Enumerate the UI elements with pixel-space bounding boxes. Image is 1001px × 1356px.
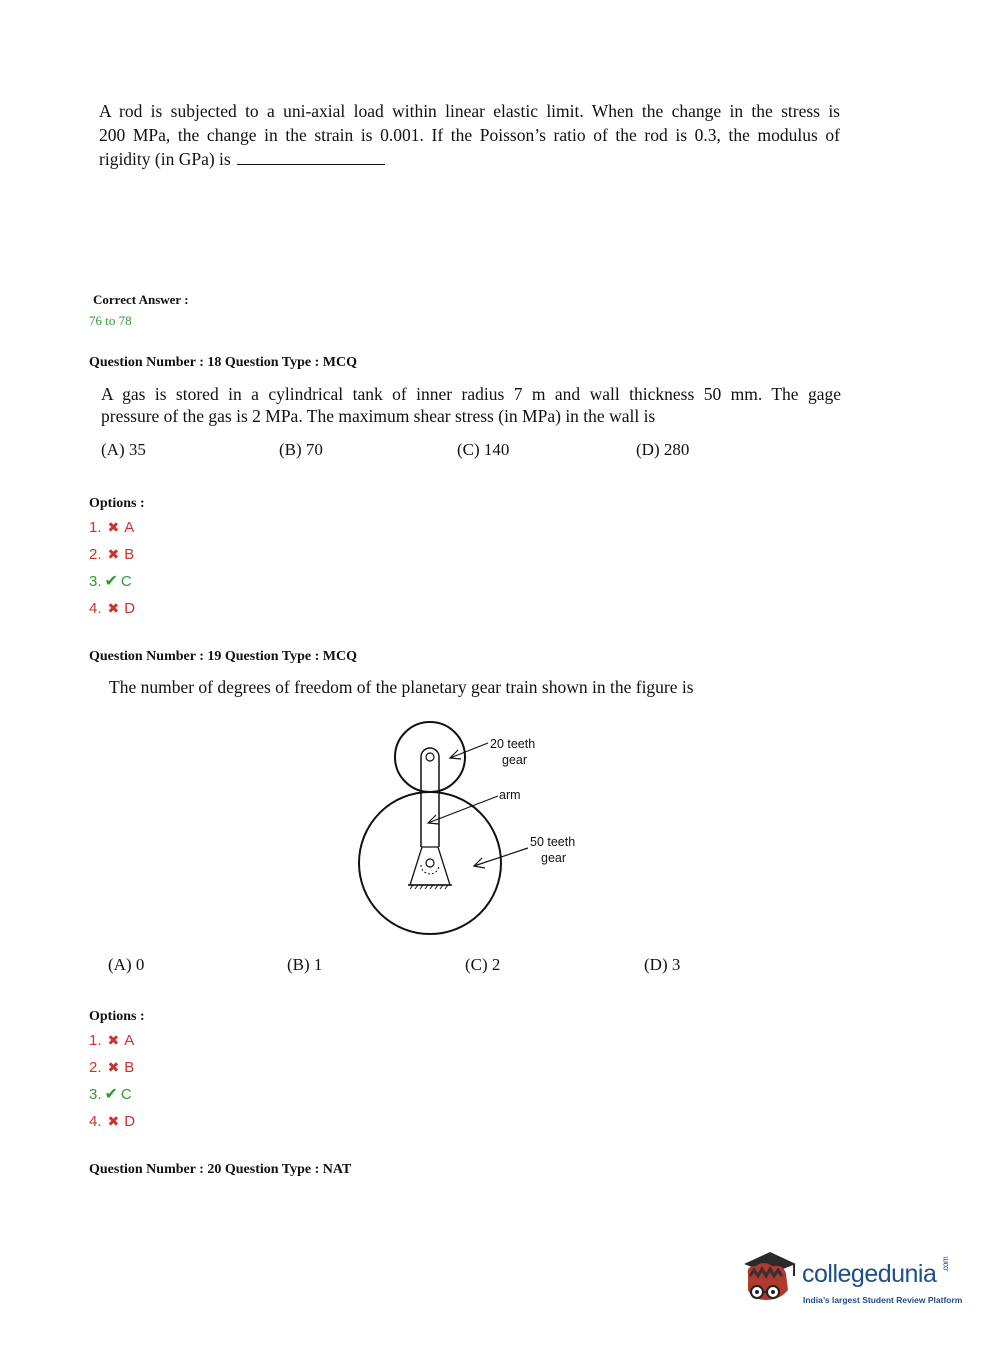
q18-choice-c: (C) 140	[457, 440, 510, 459]
option-number: 4.	[89, 1113, 102, 1130]
option-letter: A	[124, 1032, 135, 1049]
q19-choice-c: (C) 2	[465, 955, 501, 974]
cross-icon: ✖	[107, 546, 120, 562]
option-letter: C	[120, 573, 132, 590]
option-letter: A	[124, 519, 135, 536]
q18-option-1	[89, 514, 135, 541]
logo-wordmark	[802, 1256, 954, 1289]
checkmark-icon: ✔	[104, 573, 118, 590]
q18-option-4	[89, 595, 135, 622]
option-letter: B	[124, 546, 135, 563]
q19-option-2	[89, 1054, 135, 1081]
correct-answer-label: Correct Answer :	[93, 292, 189, 307]
option-number: 2.	[89, 546, 102, 563]
q18-question-text	[101, 383, 841, 427]
q17-line-1: A rod is subjected to a uni-axial load within linear elastic limit. When the change in the stress is	[99, 101, 840, 121]
mascot-icon	[740, 1250, 800, 1318]
option-number: 1.	[89, 1032, 102, 1049]
option-number: 3.	[89, 1086, 102, 1103]
cross-icon: ✖	[107, 600, 120, 616]
cross-icon: ✖	[107, 1113, 120, 1129]
q18-line-1: A gas is stored in a cylindrical tank of inner radius 7 m and wall thickness 50 mm. The gage	[101, 384, 841, 404]
q19-question-text: The number of degrees of freedom of the planetary gear train shown in the figure is	[109, 677, 694, 697]
q17-line-3	[99, 147, 840, 171]
q19-options-list	[89, 1027, 135, 1135]
option-number: 4.	[89, 600, 102, 617]
q17-line-3-text: rigidity (in GPa) is	[99, 149, 231, 169]
option-letter: D	[124, 1113, 136, 1130]
q20-header: Question Number : 20 Question Type : NAT	[89, 1162, 352, 1177]
pivot-arc	[421, 865, 439, 874]
q18-option-2	[89, 541, 135, 568]
label-gear-small: gear	[502, 753, 528, 767]
label-50-teeth: 50 teeth	[530, 835, 576, 849]
q18-options-label: Options :	[89, 496, 145, 511]
top-pivot	[426, 753, 434, 761]
q18-header: Question Number : 18 Question Type : MCQ	[89, 355, 357, 370]
q19-header: Question Number : 19 Question Type : MCQ	[89, 649, 357, 664]
option-letter: B	[124, 1059, 135, 1076]
large-gear	[359, 792, 501, 934]
correct-answer-value: 76 to 78	[89, 313, 132, 328]
cross-icon: ✖	[107, 519, 120, 535]
answer-blank	[237, 150, 385, 165]
q19-option-1	[89, 1027, 135, 1054]
q19-choice-d: (D) 3	[644, 955, 681, 974]
bottom-pivot	[426, 859, 434, 867]
option-letter: C	[120, 1086, 132, 1103]
q19-option-3	[89, 1081, 135, 1108]
cross-icon: ✖	[107, 1059, 120, 1075]
option-letter: D	[124, 600, 136, 617]
q17-line-2: 200 MPa, the change in the strain is 0.001. If the Poisson’s ratio of the rod is 0.3, the modulus of	[99, 125, 840, 145]
label-gear-large: gear	[541, 851, 567, 865]
q18-options-list	[89, 514, 135, 622]
q18-choice-d: (D) 280	[636, 440, 690, 459]
collegedunia-logo	[740, 1250, 970, 1320]
logo-name: collegedunia	[802, 1260, 937, 1288]
q19-option-4	[89, 1108, 135, 1135]
planetary-gear-figure	[340, 715, 580, 945]
logo-tagline: India’s largest Student Review Platform	[803, 1295, 963, 1305]
option-number: 2.	[89, 1059, 102, 1076]
q18-choice-b: (B) 70	[279, 440, 323, 459]
q19-choice-a: (A) 0	[108, 955, 145, 974]
q17-question-text	[99, 99, 840, 171]
q18-line-2: pressure of the gas is 2 MPa. The maximum shear stress (in MPa) in the wall is	[101, 406, 656, 426]
q18-choice-a: (A) 35	[101, 440, 146, 459]
label-20-teeth: 20 teeth	[490, 737, 536, 751]
q19-choice-b: (B) 1	[287, 955, 323, 974]
option-number: 1.	[89, 519, 102, 536]
option-number: 3.	[89, 573, 102, 590]
q18-option-3	[89, 568, 135, 595]
q19-options-label: Options :	[89, 1009, 145, 1024]
logo-suffix: .com	[941, 1256, 951, 1273]
ground-support	[410, 847, 450, 885]
checkmark-icon: ✔	[104, 1086, 118, 1103]
small-gear	[395, 722, 465, 792]
cross-icon: ✖	[107, 1032, 120, 1048]
label-arm: arm	[499, 788, 521, 802]
